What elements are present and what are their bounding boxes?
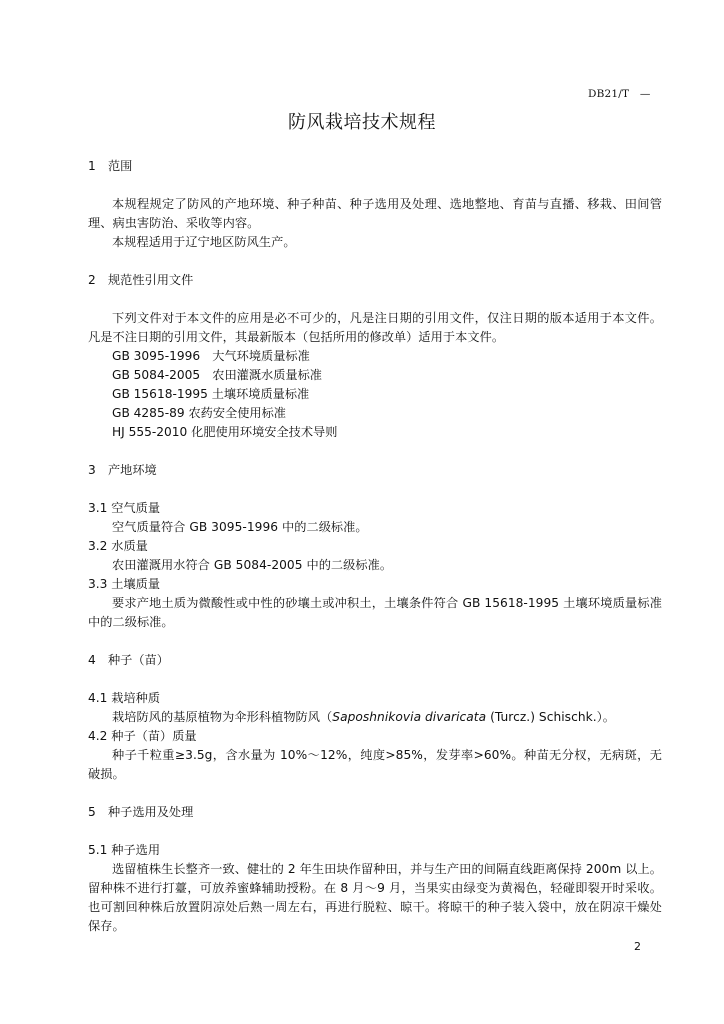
- section-2-heading: [88, 271, 662, 290]
- subsection-4-1-paragraph: [88, 708, 662, 727]
- document-title: 防风栽培技术规程: [288, 112, 436, 133]
- section-1-heading: [88, 157, 662, 176]
- subsection-4-1-heading: 4.1 栽培种质: [88, 691, 161, 705]
- subsection-3-1-heading: 3.1 空气质量: [88, 501, 161, 515]
- section-3-heading: [88, 461, 662, 480]
- section-1-paragraph-1: 本规程规定了防风的产地环境、种子种苗、种子选用及处理、选地整地、育苗与直播、移栽、田间管理、病虫害防治、采收等内容。: [88, 197, 662, 230]
- section-number: 1: [88, 159, 96, 173]
- subsection-5-1-paragraph: 选留植株生长整齐一致、健壮的 2 年生田块作留种田，并与生产田的间隔直线距离保持 200m 以上。留种株不进行打薹，可放养蜜蜂辅助授粉。在 8 月～9 月，当果实由绿变为黄褐色，轻碰即裂开时采收。也可割回种株后放置阴凉处后熟一周左右，再进行脱粒、晾干。将晾干的种子装入袋中，放在阴凉干燥处保存。: [88, 862, 662, 933]
- subsection-3-1-paragraph: 空气质量符合 GB 3095-1996 中的二级标准。: [112, 520, 368, 534]
- section-title: 规范性引用文件: [108, 273, 194, 287]
- section-title: 种子（苗）: [108, 653, 169, 667]
- subsection-3-3-heading: 3.3 土壤质量: [88, 577, 161, 591]
- section-5-heading: [88, 803, 662, 822]
- section-2-paragraph-1: 下列文件对于本文件的应用是必不可少的，凡是注日期的引用文件，仅注日期的版本适用于本文件。凡是不注日期的引用文件，其最新版本（包括所用的修改单）适用于本文件。: [88, 311, 662, 344]
- section-number: 5: [88, 805, 96, 819]
- reference-item: GB 4285-89 农药安全使用标准: [112, 406, 286, 420]
- subsection-5-1-heading: 5.1 种子选用: [88, 843, 161, 857]
- section-number: 4: [88, 653, 96, 667]
- section-number: 3: [88, 463, 96, 477]
- section-title: 范围: [108, 159, 133, 173]
- reference-item: GB 5084-2005 农田灌溉水质量标准: [112, 368, 322, 382]
- reference-item: HJ 555-2010 化肥使用环境安全技术导则: [112, 425, 338, 439]
- section-title: 产地环境: [108, 463, 157, 477]
- section-title: 种子选用及处理: [108, 805, 194, 819]
- document-body: [88, 157, 662, 936]
- reference-item: GB 3095-1996 大气环境质量标准: [112, 349, 310, 363]
- page-number: 2: [634, 940, 641, 953]
- section-number: 2: [88, 273, 96, 287]
- latin-species-name: Saposhnikovia divaricata: [332, 710, 487, 724]
- subsection-4-2-paragraph: 种子千粒重≥3.5g，含水量为 10%～12%，纯度>85%，发芽率>60%。种苗无分杈，无病斑，无破损。: [88, 748, 662, 781]
- subsection-3-2-paragraph: 农田灌溉用水符合 GB 5084-2005 中的二级标准。: [112, 558, 393, 572]
- subsection-4-2-heading: 4.2 种子（苗）质量: [88, 729, 197, 743]
- reference-item: GB 15618-1995 土壤环境质量标准: [112, 387, 310, 401]
- section-1-paragraph-2: 本规程适用于辽宁地区防风生产。: [112, 235, 296, 249]
- paragraph-text: (Turcz.) Schischk.）。: [486, 710, 616, 724]
- standard-code: DB21/T —: [588, 88, 651, 100]
- subsection-3-2-heading: 3.2 水质量: [88, 539, 148, 553]
- paragraph-text: 栽培防风的基原植物为伞形科植物防风（: [112, 710, 333, 724]
- subsection-3-3-paragraph: 要求产地土质为微酸性或中性的砂壤土或冲积土，土壤条件符合 GB 15618-1995 土壤环境质量标准中的二级标准。: [88, 596, 662, 629]
- section-4-heading: [88, 651, 662, 670]
